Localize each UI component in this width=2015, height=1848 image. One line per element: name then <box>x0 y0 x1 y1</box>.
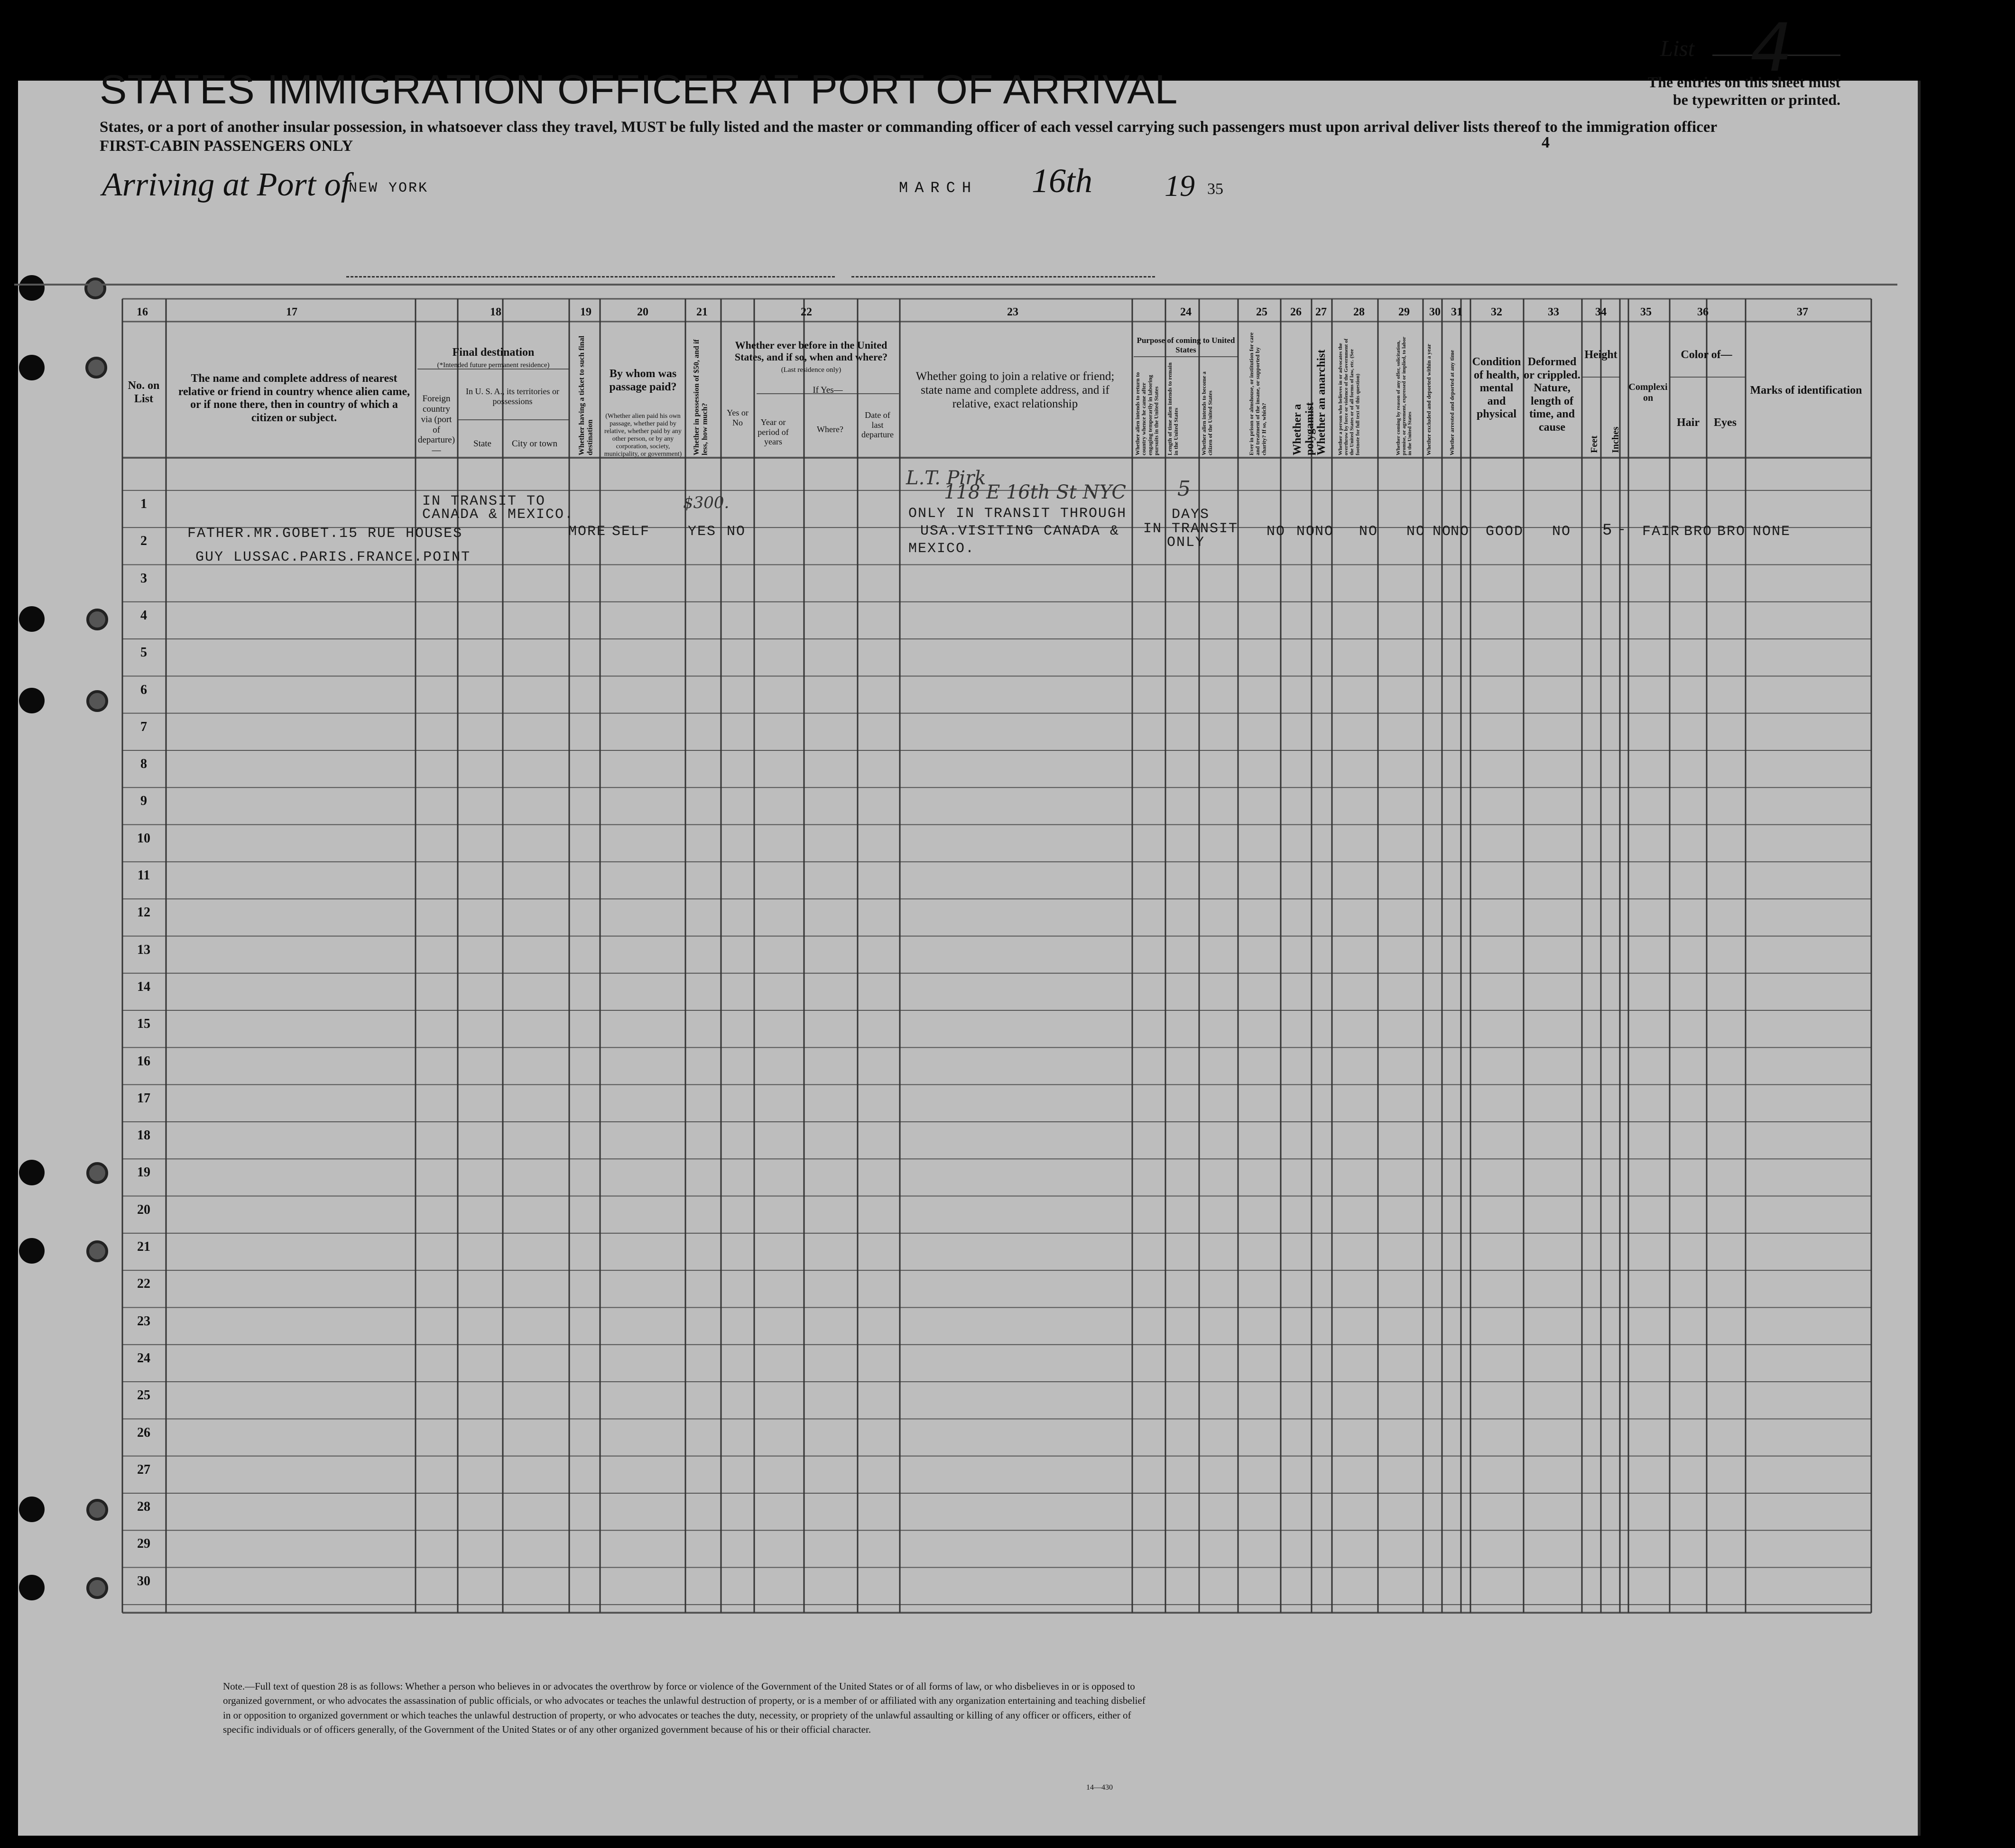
col-num-18: 18 <box>490 306 501 318</box>
header-passage-paid: By whom was passage paid? <box>609 368 677 393</box>
row-number: 19 <box>137 1165 150 1180</box>
row-number: 7 <box>140 719 147 734</box>
header-purpose-a: Whether alien intends to return to country whence he came after engaging temporarily in laboring pursuits in the United States <box>1134 372 1160 455</box>
relative-line-1: FATHER.MR.GOBET.15 RUE HOUSES <box>187 526 463 542</box>
header-city: City or town <box>511 439 558 449</box>
month-value: MARCH <box>899 179 978 197</box>
col-num-30: 30 <box>1429 306 1441 318</box>
row-number: 2 <box>140 534 147 549</box>
col-num-21: 21 <box>696 306 708 318</box>
year-suffix: 35 <box>1207 180 1223 198</box>
class-line: FIRST-CABIN PASSENGERS ONLY <box>100 138 353 155</box>
col-num-25: 25 <box>1256 306 1267 318</box>
arriving-label: Arriving at Port of <box>102 166 351 203</box>
col-num-28: 28 <box>1353 306 1365 318</box>
deformed-value: NO <box>1552 524 1571 540</box>
header-ever-before: Whether ever before in the United States, and if so, when and where? <box>734 339 888 363</box>
col-num-24: 24 <box>1180 306 1192 318</box>
col-num-36: 36 <box>1697 306 1709 318</box>
labor-offer-value: NO <box>1406 524 1426 540</box>
header-deported: Whether arrested and deported at any time <box>1449 350 1455 455</box>
row-number: 5 <box>140 645 147 660</box>
header-excluded: Whether excluded and deported within a year <box>1425 343 1432 455</box>
row-number: 3 <box>140 571 147 586</box>
row-number: 4 <box>140 608 147 623</box>
before-in-us-value: NO <box>727 524 746 540</box>
header-state: State <box>473 439 491 449</box>
header-in-usa: In U. S. A., its territories or possessions <box>466 387 559 406</box>
polygamist-value: NO <box>1296 524 1316 540</box>
row-number: 22 <box>137 1276 150 1292</box>
header-yes-no: Yes or No <box>727 408 749 427</box>
row-number: 24 <box>137 1350 150 1366</box>
header-fifty-dollars: Whether in possession of $50, and if less, how much? <box>693 339 709 455</box>
col-num-19: 19 <box>580 306 592 318</box>
header-if-yes: If Yes— <box>813 385 843 395</box>
header-feet: Feet <box>1589 435 1599 453</box>
col-num-31: 31 <box>1451 306 1462 318</box>
paid-by-value: SELF <box>612 524 650 540</box>
header-complexion: Complexion <box>1628 382 1668 403</box>
header-joining-relative: Whether going to join a relative or friend; state name and complete address, and if relative, exact relationship <box>915 370 1115 410</box>
header-anarchist: Whether an anarchist <box>1315 349 1328 455</box>
col-num-22: 22 <box>801 306 812 318</box>
header-color-of: Color of— <box>1681 349 1732 361</box>
header-passage-paid-note: (Whether alien paid his own passage, whether paid by relative, whether paid by any other person, or by any corporation, society, municipality, or government) <box>604 413 682 458</box>
destination-line-1: IN TRANSIT TO <box>422 493 546 509</box>
money-value: YES <box>688 524 717 540</box>
stay-line-3: ONLY <box>1167 535 1205 551</box>
header-purpose-c: Whether alien intends to become a citizen of the United States <box>1201 371 1214 455</box>
col-num-34: 34 <box>1595 306 1607 318</box>
header-final-destination-note: (*Intended future permanent residence) <box>437 361 550 369</box>
header-overthrow: Whether a person who believes in or advocates the overthrow by force or violence of the Government of the United States or of all forms of law, etc. (See footnote for full text of this question) <box>1338 338 1361 455</box>
row-number: 10 <box>137 831 150 846</box>
col-num-23: 23 <box>1007 306 1018 318</box>
row-number: 25 <box>137 1388 150 1403</box>
prison-value: NO <box>1266 524 1286 540</box>
row-number: 26 <box>137 1425 150 1440</box>
header-foreign-country: Foreign country via (port of departure)— <box>417 394 455 456</box>
sheet-mark: 4 <box>1542 134 1550 151</box>
col-num-17: 17 <box>286 306 297 318</box>
header-eyes: Eyes <box>1714 416 1737 429</box>
row-number: 9 <box>140 794 147 809</box>
stay-line-2: IN TRANSIT <box>1143 521 1239 537</box>
col-num-33: 33 <box>1548 306 1559 318</box>
row-number: 27 <box>137 1462 150 1477</box>
joining-line-3: MEXICO. <box>908 541 975 557</box>
header-prison: Ever in prison or almshouse, or institution for care and treatment of the insane, or supported by charity? If so, which? <box>1248 332 1267 455</box>
hair-value: BRO <box>1684 524 1713 540</box>
year-prefix: 19 <box>1165 169 1195 203</box>
joining-handwritten-1: L.T. Pirk <box>906 467 986 489</box>
port-underline <box>346 276 835 277</box>
stay-line-1: DAYS <box>1172 507 1210 523</box>
header-relative-address: The name and complete address of nearest relative or friend in country whence alien came, or if none there, then in country of which a citizen or subject. <box>178 372 410 424</box>
row-number: 12 <box>137 905 150 920</box>
header-purpose: Purpose of coming to United States <box>1137 336 1235 354</box>
anarchist-value: NO <box>1315 524 1334 540</box>
row-number: 28 <box>137 1499 150 1515</box>
header-marks: Marks of identification <box>1750 384 1862 397</box>
row-number: 16 <box>137 1053 150 1069</box>
row-number: 13 <box>137 942 150 957</box>
row-number: 1 <box>140 497 147 511</box>
header-final-destination: Final destination <box>452 346 535 359</box>
marks-value: NONE <box>1753 524 1791 540</box>
port-value: NEW YORK <box>349 180 429 196</box>
date-underline <box>851 276 1155 277</box>
row-number: 20 <box>137 1202 150 1217</box>
question-28-footnote: Note.—Full text of question 28 is as follows: Whether a person who believes in or advocates the overthrow by force or violence of the Government of the United States or of all forms of law, or who disbelieves in or is opposed to organized government, or who advocates the assassination of public officials, or who advocates or teaches the unlawful destruction of property, or is a member of or affiliated with any organization entertaining and teaching disbelief in or opposition to organized government or which teaches the unlawful destruction of property, or who advocates or teaches the duty, necessity, or propriety of the unlawful assaulting or killing of any officer or officers, either of specific individuals or of officers generally, of the Government of the United States or of any other organized government because of his or their official character. <box>223 1681 1146 1736</box>
day-value: 16th <box>1032 162 1093 200</box>
form-subtitle: States, or a port of another insular possession, in whatsoever class they travel, MUST be fully listed and the master or commanding officer of each vessel carrying such passengers must upon arrival deliver lists thereof to the immigration officer <box>100 119 1718 136</box>
header-deformed: Deformed or crippled. Nature, length of time, and cause <box>1524 356 1581 434</box>
row-number: 15 <box>137 1016 150 1032</box>
stay-handwritten: 5 <box>1177 477 1191 501</box>
header-ever-before-note: (Last residence only) <box>781 366 841 374</box>
relative-line-2: GUY LUSSAC.PARIS.FRANCE.POINT <box>195 549 471 565</box>
joining-handwritten-2: 118 E 16th St NYC <box>944 481 1126 503</box>
feet-value: 5 <box>1602 522 1613 540</box>
col-num-20: 20 <box>637 306 648 318</box>
header-hair: Hair <box>1677 416 1700 429</box>
row-number: 8 <box>140 757 147 772</box>
form-title: STATES IMMIGRATION OFFICER AT PORT OF ARRIVAL <box>100 67 1178 112</box>
list-label: List <box>1660 36 1695 61</box>
complexion-value: FAIR <box>1642 524 1681 540</box>
row-number: 23 <box>137 1313 150 1329</box>
header-health: Condition of health, mental and physical <box>1472 356 1521 421</box>
deported-value: NO <box>1451 524 1470 540</box>
inches-value: - <box>1618 522 1627 538</box>
row-number: 30 <box>137 1573 150 1589</box>
joining-line-2: USA.VISITING CANADA & <box>920 523 1120 539</box>
eyes-value: BRO <box>1717 524 1746 540</box>
overthrow-value: NO <box>1359 524 1378 540</box>
ticket-value: MORE <box>568 524 607 540</box>
header-inches: Inches <box>1610 426 1621 453</box>
destination-line-2: CANADA & MEXICO. <box>422 507 574 523</box>
header-where: Where? <box>817 425 843 434</box>
col-num-26: 26 <box>1290 306 1302 318</box>
col-num-27: 27 <box>1315 306 1327 318</box>
typed-note: The entries on this sheet must be typewritten or printed. <box>1647 74 1840 108</box>
row-number: 17 <box>137 1090 150 1106</box>
row-number: 14 <box>137 979 150 994</box>
header-ticket: Whether having a ticket to such final destination <box>578 335 594 455</box>
header-labor-offer: Whether coming by reason of any offer, solicitation, promise, or agreement, expressed or implied, to labor in the United States <box>1396 337 1413 455</box>
row-number: 29 <box>137 1536 150 1552</box>
header-last-departure: Date of last departure <box>861 410 894 440</box>
health-value: GOOD <box>1486 524 1524 540</box>
money-handwritten: $300. <box>683 493 730 512</box>
header-no-on-list: No. on List <box>128 379 160 405</box>
header-purpose-b: Length of time alien intends to remain in the United States <box>1166 362 1180 455</box>
joining-line-1: ONLY IN TRANSIT THROUGH <box>908 506 1127 522</box>
list-number: 4 <box>1750 9 1793 87</box>
excluded-value: NO <box>1433 524 1452 540</box>
header-height: Height <box>1584 349 1618 361</box>
row-number: 6 <box>140 682 147 697</box>
form-number: 14—430 <box>1086 1783 1113 1792</box>
row-number: 18 <box>137 1128 150 1143</box>
header-period: Year or period of years <box>758 417 789 447</box>
col-num-35: 35 <box>1640 306 1652 318</box>
col-num-32: 32 <box>1491 306 1502 318</box>
row-number: 11 <box>137 868 150 883</box>
header-polygamist: Whether a polygamist <box>1291 402 1316 455</box>
col-num-16: 16 <box>137 306 148 318</box>
row-number: 21 <box>137 1239 150 1254</box>
col-num-37: 37 <box>1797 306 1808 318</box>
col-num-29: 29 <box>1398 306 1410 318</box>
